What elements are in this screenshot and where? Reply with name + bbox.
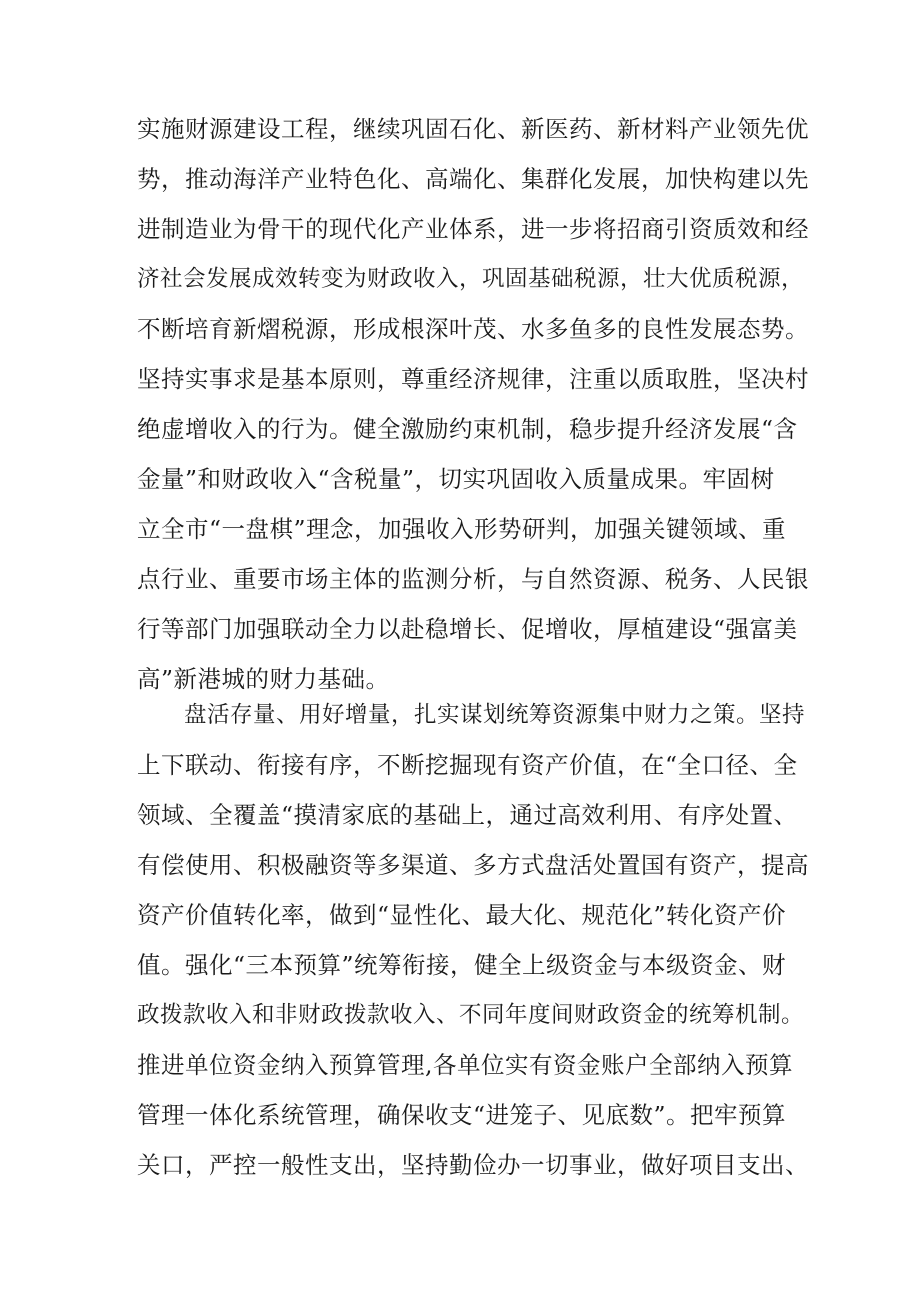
text-line: 政拨款收入和非财政拨款收入、不同年度间财政资金的统筹机制。 xyxy=(137,1002,805,1028)
text-line: 有偿使用、积极融资等多渠道、多方式盘活处置国有资产，提高 xyxy=(137,851,809,879)
text-line: 势，推动海洋产业特色化、高端化、集群化发展，加快构建以先 xyxy=(137,165,809,193)
text-line: 进制造业为骨干的现代化产业体系，进一步将招商引资质效和经 xyxy=(137,215,809,243)
text-line: 上下联动、衔接有序，不断挖掘现有资产价值，在“全口径、全 xyxy=(137,751,798,779)
text-line: 实施财源建设工程，继续巩固石化、新医药、新材料产业领先优 xyxy=(137,115,809,143)
text-line: 点行业、重要市场主体的监测分析，与自然资源、税务、人民银 xyxy=(137,565,809,593)
text-line: 绝虚增收入的行为。健全激励约束机制，稳步提升经济发展“含 xyxy=(137,415,798,443)
text-line: 领域、全覆盖“摸清家底的基础上，通过高效利用、有序处置、 xyxy=(137,801,798,829)
text-line: 高”新港城的财力基础。 xyxy=(137,665,390,693)
paragraph-revenue-source xyxy=(137,104,809,704)
text-line: 关口，严控一般性支出，坚持勤俭办一切事业，做好项目支出、 xyxy=(137,1151,809,1179)
text-line-first: 盘活存量、用好增量，扎实谋划统筹资源集中财力之策。坚持 xyxy=(184,702,806,728)
text-line: 不断培育新熠税源，形成根深叶茂、水多鱼多的良性发展态势。 xyxy=(137,315,809,343)
paragraph-stock-activation xyxy=(137,690,809,1190)
text-line: 济社会发展成效转变为财政收入，巩固基础税源，壮大优质税源， xyxy=(137,266,805,292)
text-line: 金量”和财政收入“含税量”，切实巩固收入质量成果。牢固树 xyxy=(137,465,775,493)
text-line: 管理一体化系统管理，确保收支“进笼子、见底数”。把牢预算 xyxy=(137,1101,787,1129)
text-line: 行等部门加强联动全力以赴稳增长、促增收，厚植建设“强富美 xyxy=(137,615,798,643)
text-line: 坚持实事求是基本原则，尊重经济规律，注重以质取胜，坚决村 xyxy=(137,365,809,393)
text-line: 立全市“一盘棋”理念，加强收入形势研判，加强关键领域、重 xyxy=(137,515,787,543)
text-line: 资产价值转化率，做到“显性化、最大化、规范化”转化资产价 xyxy=(137,901,787,929)
text-line: 推进单位资金纳入预算管理,各单位实有资金账户全部纳入预算 xyxy=(137,1051,793,1079)
text-line: 值。强化“三本预算”统筹衔接，健全上级资金与本级资金、财 xyxy=(137,951,787,979)
